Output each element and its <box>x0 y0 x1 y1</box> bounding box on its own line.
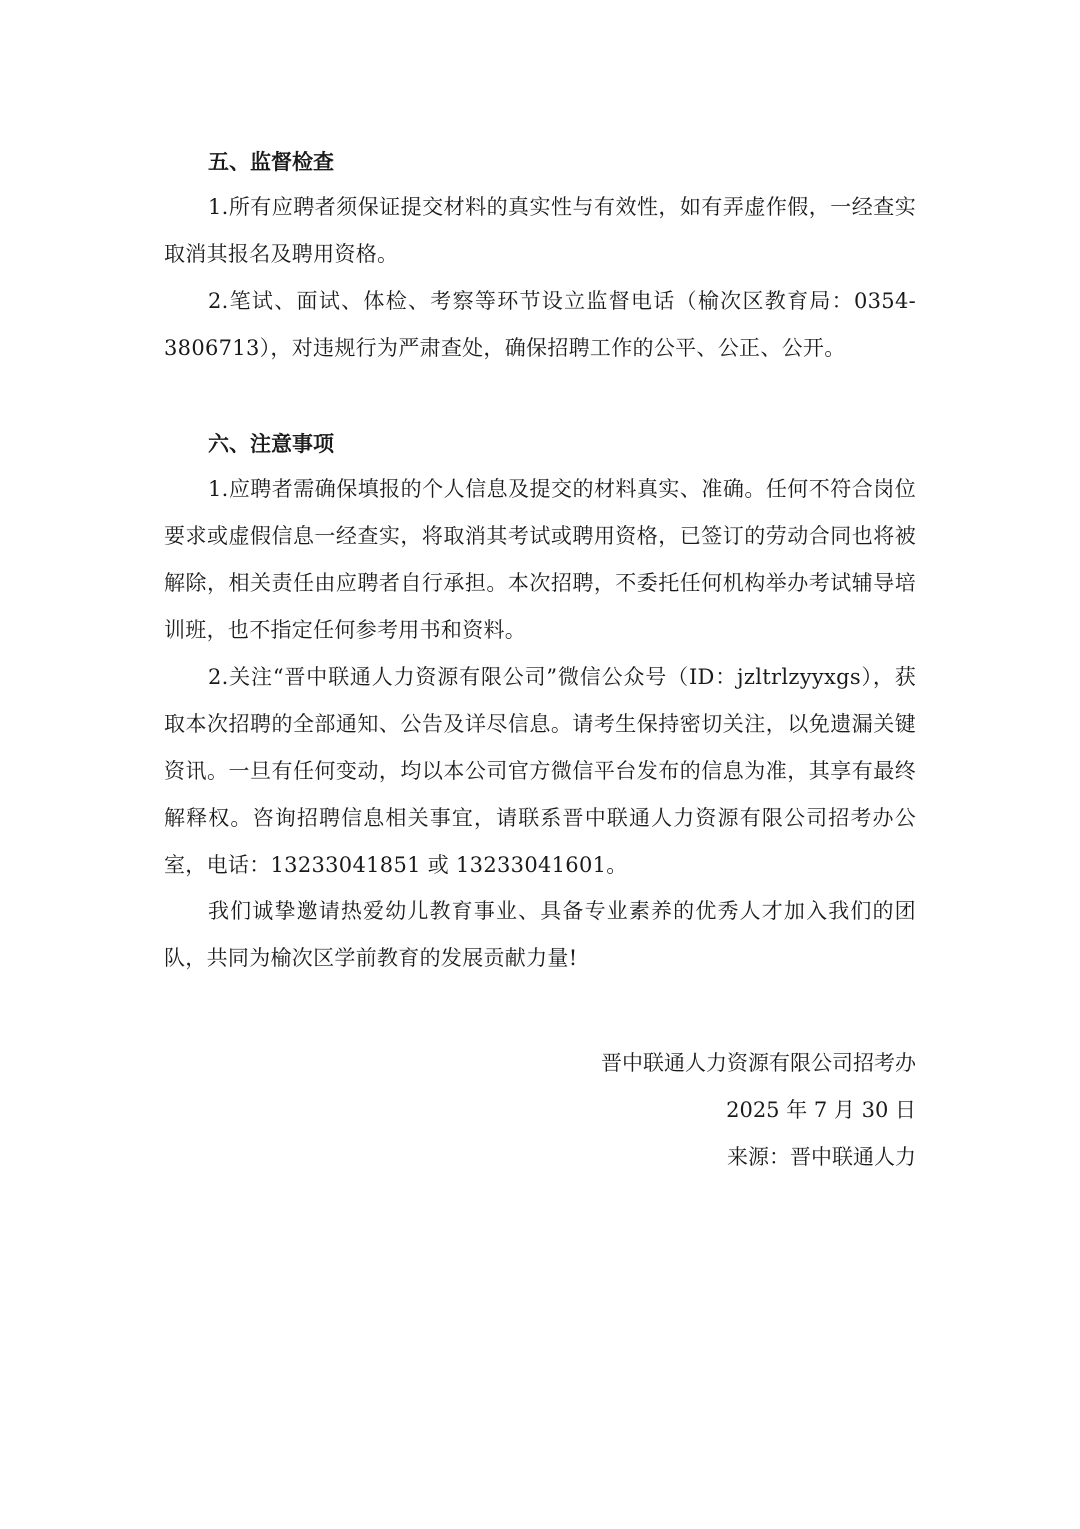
closing-paragraph: 我们诚挚邀请热爱幼儿教育事业、具备专业素养的优秀人才加入我们的团队，共同为榆次区学前教育的发展贡献力量! <box>164 899 916 970</box>
signature-block <box>164 1040 916 1181</box>
signature-org: 晋中联通人力资源有限公司招考办 <box>601 1051 916 1075</box>
paragraph-supervision-2: 2.笔试、面试、体检、考察等环节设立监督电话（榆次区教育局：0354-3806713），对违规行为严肃查处，确保招聘工作的公平、公正、公开。 <box>164 289 916 360</box>
signature-date: 2025 年 7 月 30 日 <box>726 1098 916 1122</box>
paragraph-supervision-1: 1.所有应聘者须保证提交材料的真实性与有效性，如有弄虚作假，一经查实取消其报名及聘用资格。 <box>164 195 916 266</box>
closing-section <box>164 888 916 982</box>
section-supervision <box>164 140 916 372</box>
paragraph-notes-1: 1.应聘者需确保填报的个人信息及提交的材料真实、准确。任何不符合岗位要求或虚假信息一经查实，将取消其考试或聘用资格，已签订的劳动合同也将被解除，相关责任由应聘者自行承担。本次招聘，不委托任何机构举办考试辅导培训班，也不指定任何参考用书和资料。 <box>164 477 916 642</box>
section-heading-notes: 六、注意事项 <box>208 432 334 456</box>
section-heading-supervision: 五、监督检查 <box>208 150 334 174</box>
paragraph-notes-2: 2.关注“晋中联通人力资源有限公司”微信公众号（ID：jzltrlzyyxgs），获取本次招聘的全部通知、公告及详尽信息。请考生保持密切关注，以免遗漏关键资讯。一旦有任何变动，均以本公司官方微信平台发布的信息为准，其享有最终解释权。咨询招聘信息相关事宜，请联系晋中联通人力资源有限公司招考办公室，电话：13233041851 或 13233041601。 <box>164 665 916 877</box>
section-notes <box>164 422 916 889</box>
signature-source: 来源：晋中联通人力 <box>727 1145 916 1169</box>
